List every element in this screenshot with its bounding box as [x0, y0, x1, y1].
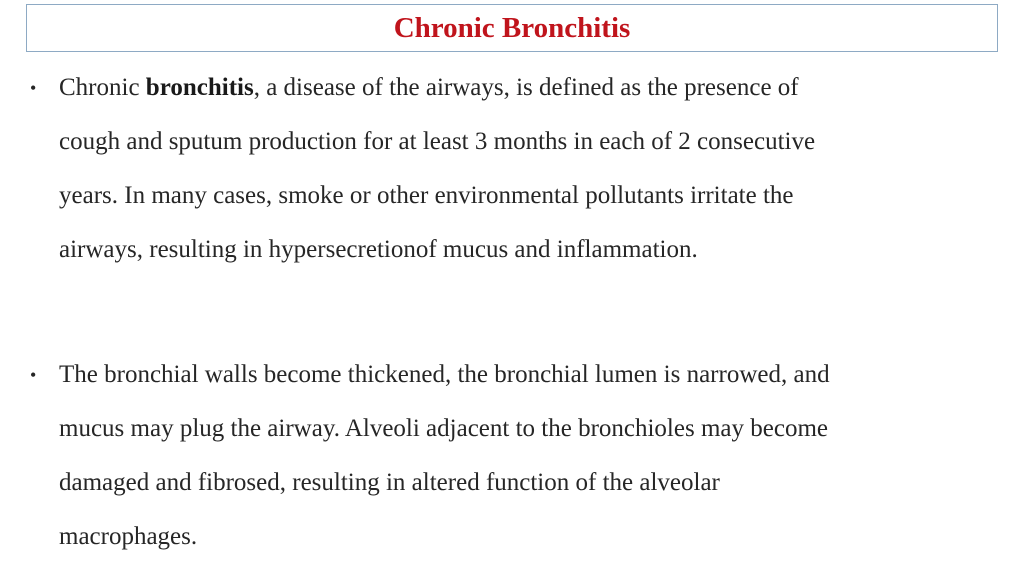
bullet-1-line-1: [59, 61, 990, 115]
slide-title: Chronic Bronchitis: [393, 11, 631, 44]
bullet-1-bold-term: bronchitis: [145, 74, 254, 101]
bullet-icon: •: [30, 78, 37, 98]
bullet-1-line-3: years. In many cases, smoke or other environmental pollutants irritate the: [59, 182, 794, 209]
bullet-1-line-4: airways, resulting in hypersecretionof mucus and inflammation.: [59, 236, 698, 263]
bullet-item-1: [30, 61, 990, 277]
bullet-2-line-3: damaged and fibrosed, resulting in altered function of the alveolar: [59, 469, 720, 496]
bullet-icon: •: [30, 365, 37, 385]
bullet-1-line-2: cough and sputum production for at least 3 months in each of 2 consecutive: [59, 128, 816, 155]
bullet-text-1: [59, 61, 990, 277]
bullet-2-line-4: macrophages.: [59, 523, 198, 550]
bullet-2-line-2: mucus may plug the airway. Alveoli adjacent to the bronchioles may become: [59, 415, 828, 442]
bullet-1-line-1-post: , a disease of the airways, is defined as the presence of: [253, 74, 799, 101]
bullet-1-line-1-pre: Chronic: [59, 74, 146, 101]
bullet-text-2: [59, 348, 990, 564]
bullet-2-line-1: The bronchial walls become thickened, the bronchial lumen is narrowed, and: [59, 361, 830, 388]
bullet-item-2: [30, 348, 990, 564]
title-box: [26, 4, 998, 52]
